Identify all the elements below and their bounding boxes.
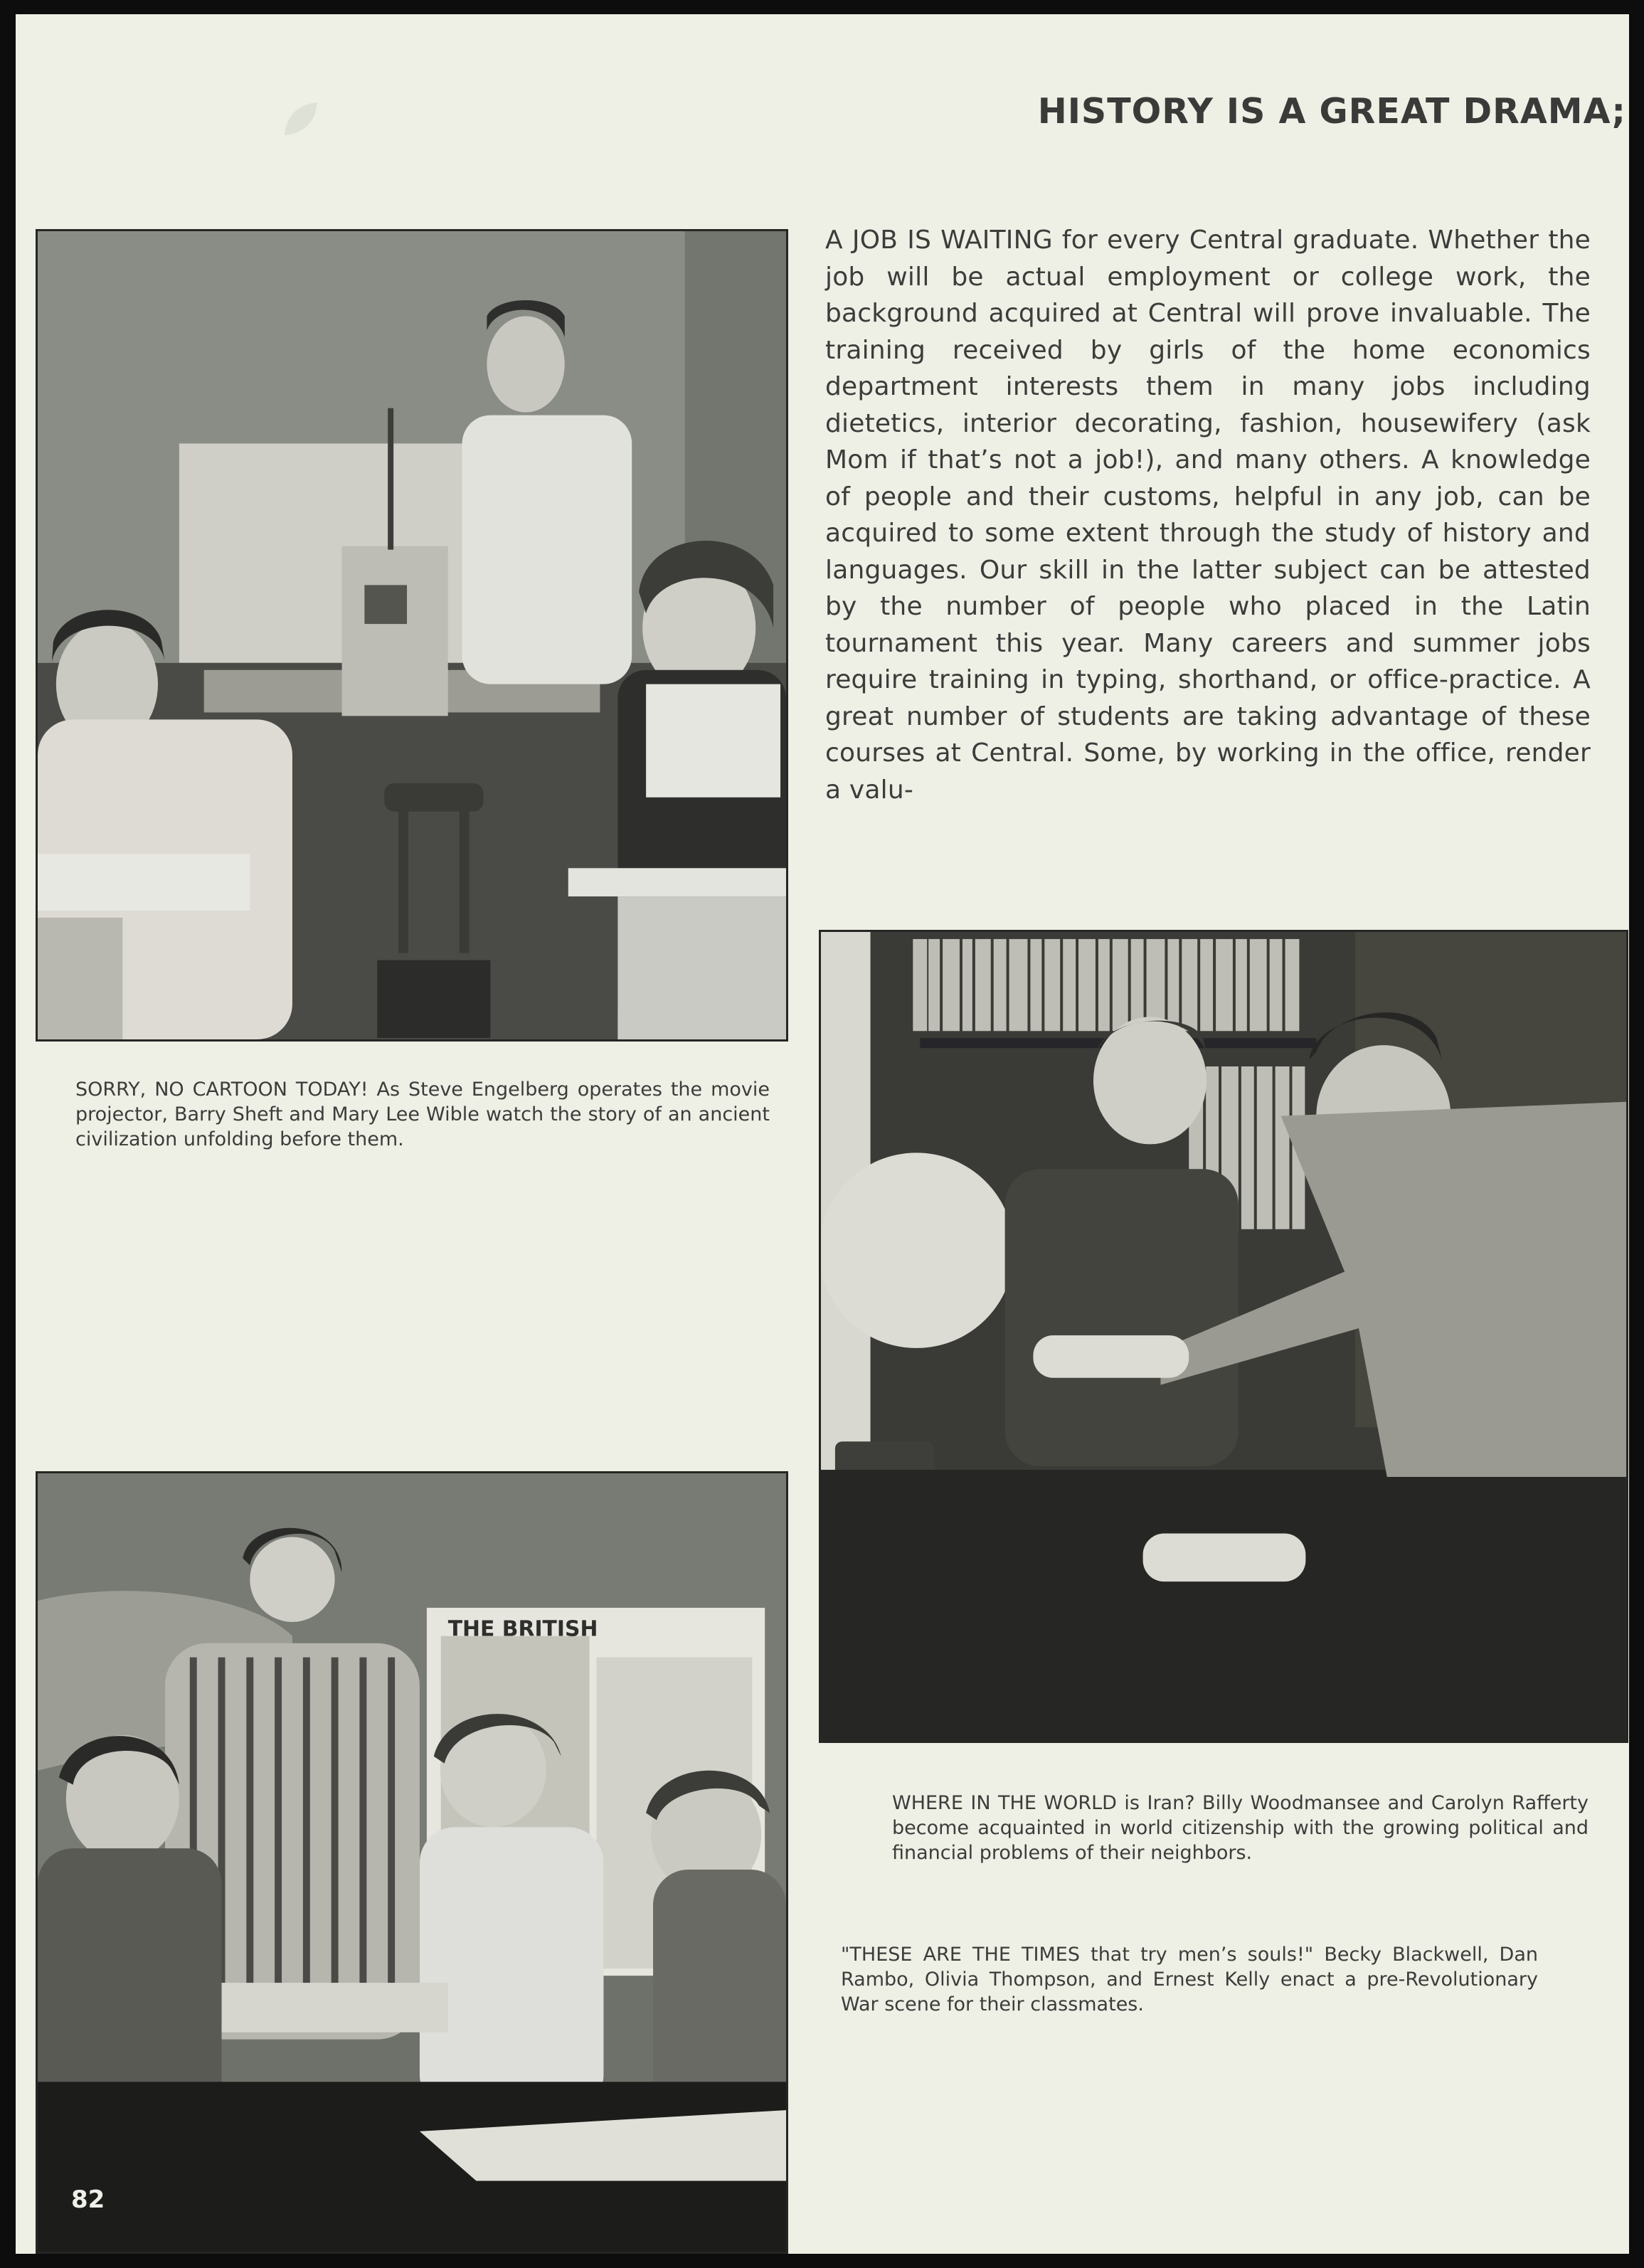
article-body: A JOB IS WAITING for every Central graduate. Whether the job will be actual employment or college work, the background acquired at Central will prove invaluable. The training received by girls of the home economics department interests them in many jobs including dietetics, interior decorating, fashion, housewifery (ask Mom if that’s not a job!), and many others. A knowledge of people and their customs, helpful in any job, can be acquired to some extent through the study of history and languages. Our skill in the latter subject can be attested by the number of people who placed in the Latin tournament this year. Many careers and summer jobs require training in typing, shorthand, or office-practice. A great number of students are taking advantage of these courses at Central. Some, by working in the office, render a valu- (825, 226, 1591, 805)
times-caption: "THESE ARE THE TIMES that try men’s souls!" Becky Blackwell, Dan Rambo, Olivia Thompson, and Ernest Kelly enact a pre-Revolutionary War scene for their classmates. (841, 1944, 1538, 2015)
page-headline: HISTORY IS A GREAT DRAMA; (1037, 91, 1626, 132)
projector-caption: SORRY, NO CARTOON TODAY! As Steve Engelberg operates the movie projector, Barry Sheft and Mary Lee Wible watch the story of an ancient civilization unfolding before them. (75, 1079, 770, 1150)
globe-caption: WHERE IN THE WORLD is Iran? Billy Woodmansee and Carolyn Rafferty become acquainted in world citizenship with the growing political and financial problems of their neighbors. (892, 1792, 1589, 1864)
leaf-watermark-icon (279, 98, 322, 141)
globe-photo (819, 930, 1628, 1743)
page-number: 82 (71, 2185, 105, 2214)
poster-title: THE BRITISH (447, 1616, 598, 1642)
projector-photo (36, 229, 788, 1042)
yearbook-page (16, 14, 1629, 2254)
classroom-scene-photo (36, 1471, 788, 2254)
